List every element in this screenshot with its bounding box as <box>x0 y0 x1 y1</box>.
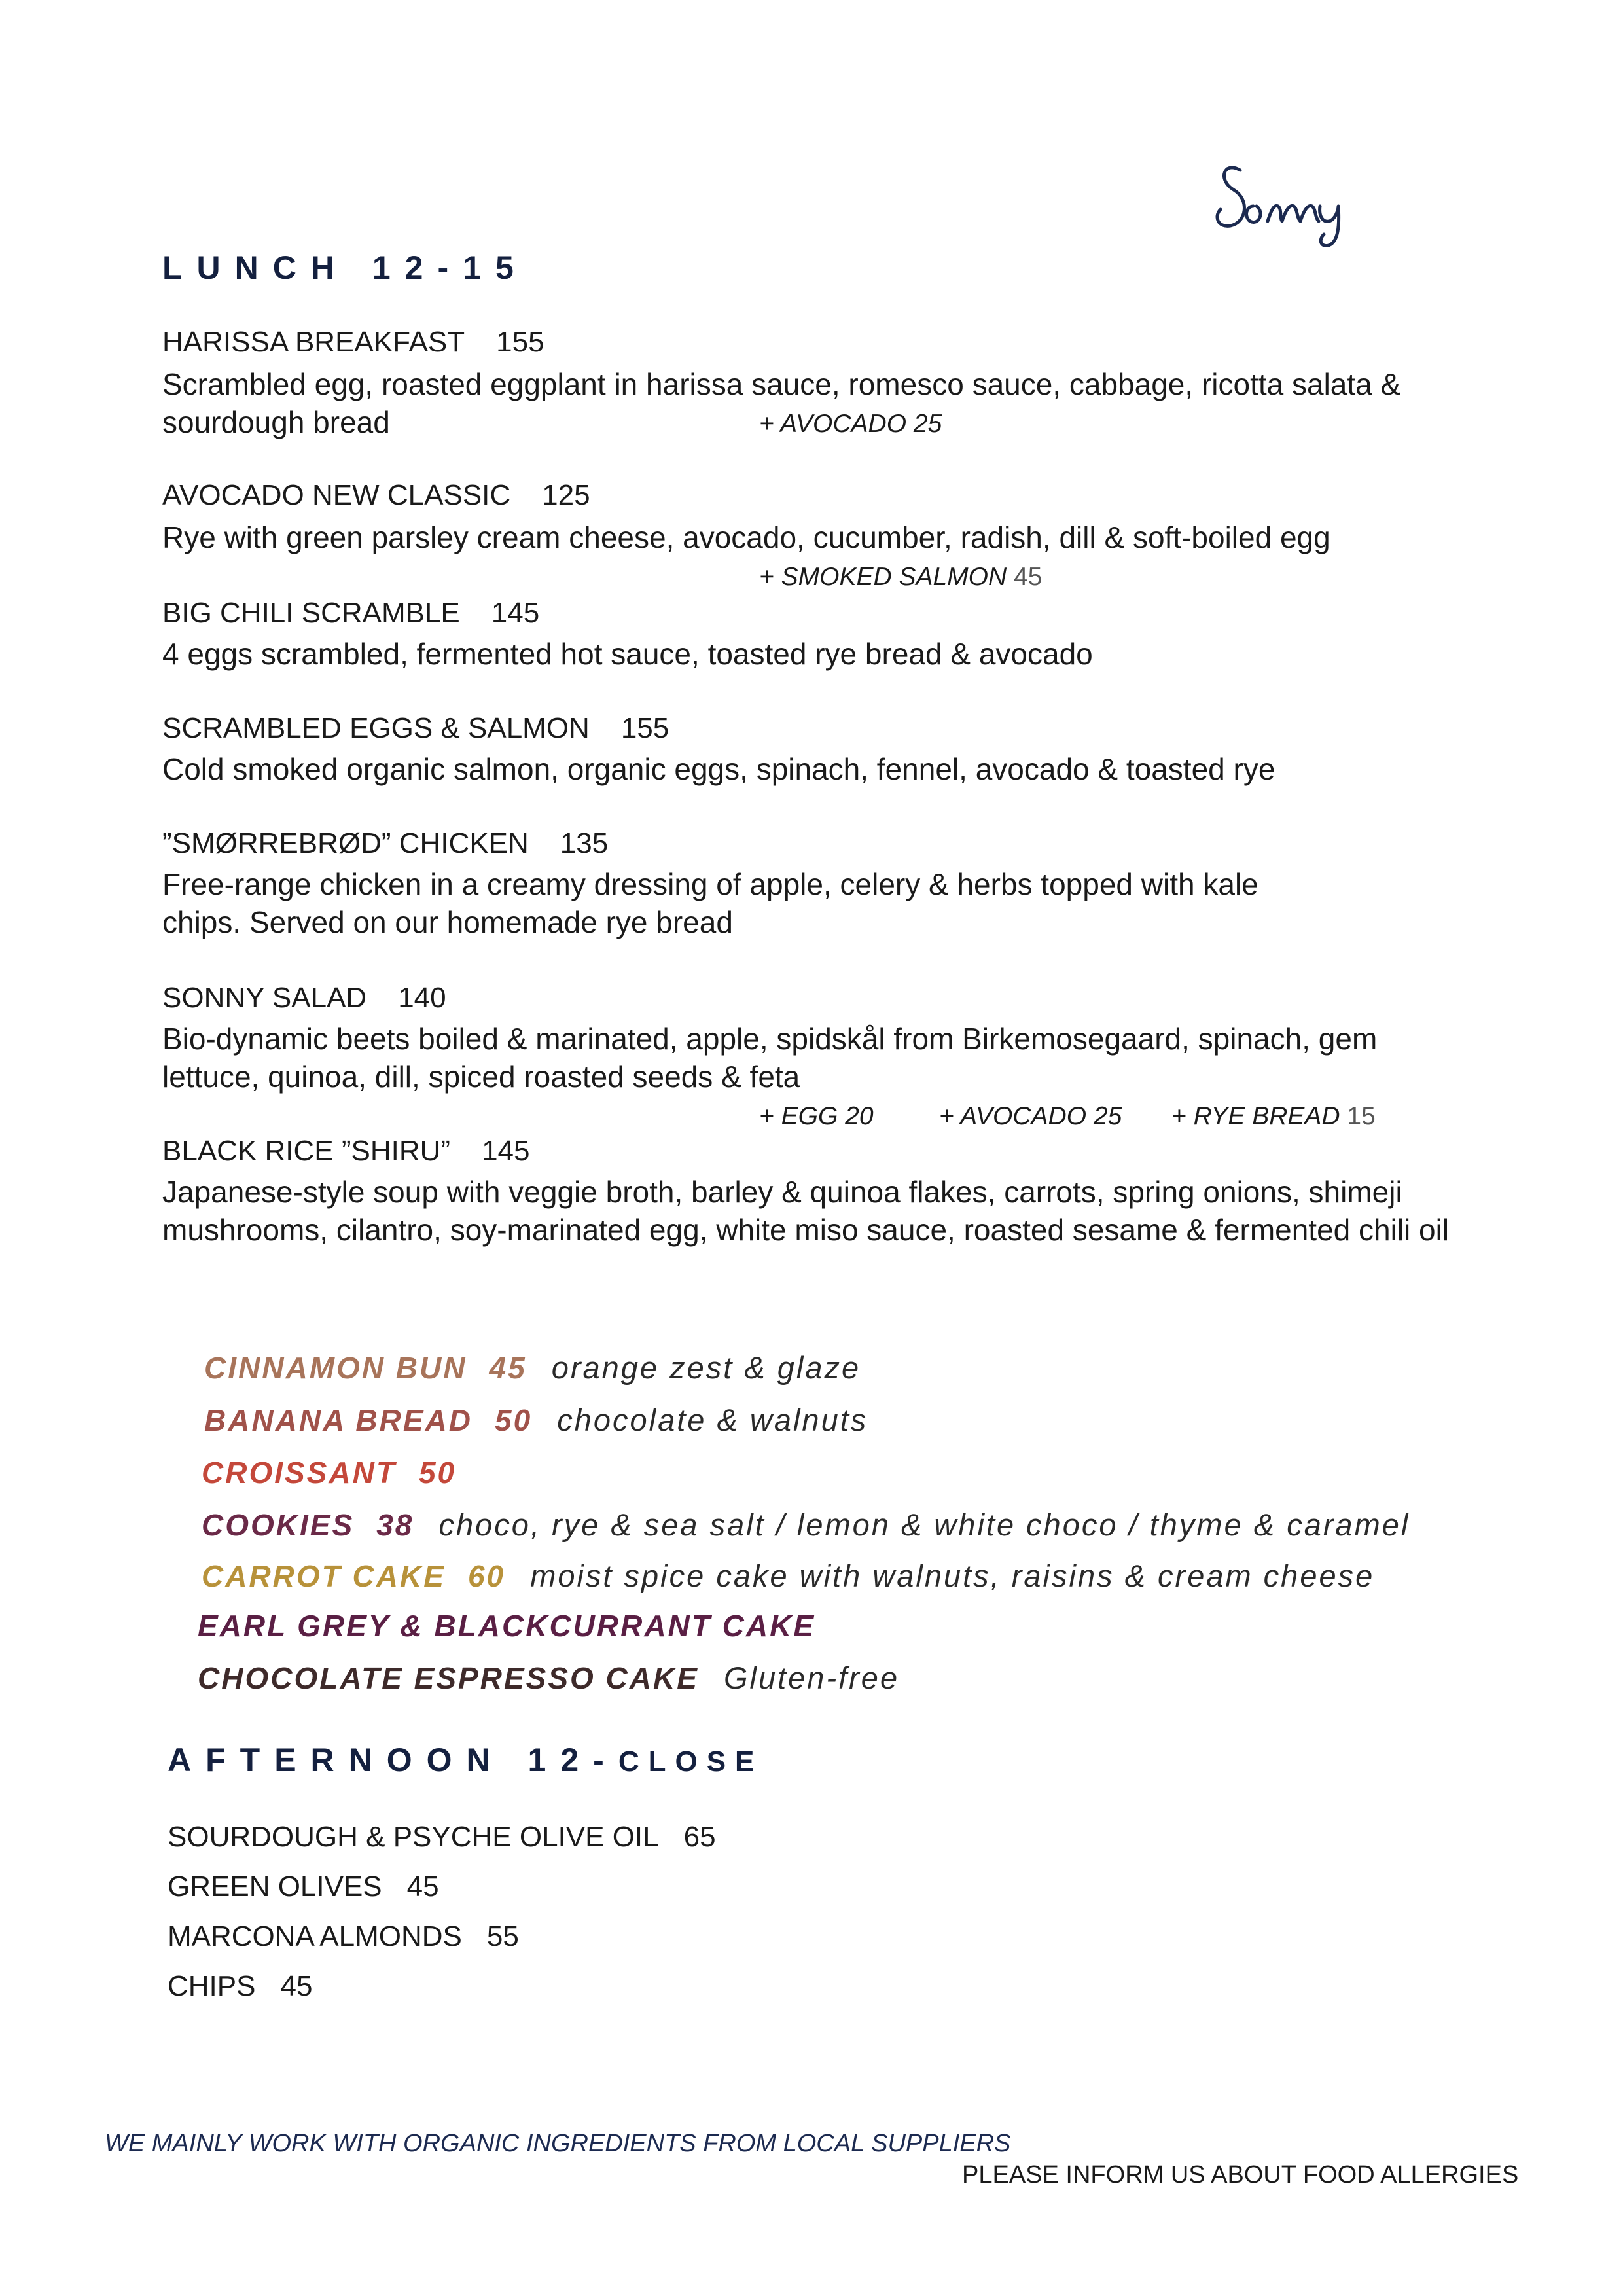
item-name: ”SMØRREBRØD” CHICKEN <box>162 827 529 859</box>
bakery-desc: choco, rye & sea salt / lemon & white choco / thyme & caramel <box>438 1507 1410 1542</box>
menu-item-sonny-salad <box>162 982 446 1014</box>
addon-label: + RYE BREAD <box>1171 1102 1340 1130</box>
bakery-name: CHOCOLATE ESPRESSO CAKE <box>198 1661 699 1695</box>
bakery-name: CINNAMON BUN <box>204 1351 467 1385</box>
item-price: 135 <box>560 827 609 859</box>
snack-item <box>168 1970 312 2003</box>
bakery-item-cookies <box>202 1507 1410 1543</box>
snack-price: 45 <box>280 1970 313 2002</box>
item-name: HARISSA BREAKFAST <box>162 326 465 358</box>
afternoon-heading-close: CLOSE <box>618 1746 764 1778</box>
bakery-price: 50 <box>418 1456 457 1490</box>
bakery-price: 45 <box>489 1351 527 1385</box>
item-description: Rye with green parsley cream cheese, avocado, cucumber, radish, dill & soft-boiled egg <box>162 520 1330 554</box>
item-description: Bio-dynamic beets boiled & marinated, apple, spidskål from Birkemosegaard, spinach, gem lettuce, quinoa, dill, spiced roasted seeds & feta <box>162 1022 1378 1094</box>
addon-price: 45 <box>1014 563 1043 591</box>
bakery-name: COOKIES <box>202 1508 355 1542</box>
bakery-item-croissant <box>202 1454 456 1490</box>
addon-egg: + EGG 20 <box>759 1102 874 1130</box>
item-price: 145 <box>491 597 540 629</box>
snack-item <box>168 1920 519 1953</box>
bakery-item-banana-bread <box>204 1402 868 1438</box>
bakery-desc: Gluten-free <box>723 1660 900 1695</box>
addon-avocado: + AVOCADO 25 <box>939 1102 1122 1130</box>
bakery-desc: moist spice cake with walnuts, raisins & cream cheese <box>530 1558 1375 1593</box>
bakery-price: 38 <box>376 1508 414 1542</box>
bakery-price: 50 <box>495 1403 533 1437</box>
bakery-item-cinnamon-bun <box>204 1350 861 1386</box>
item-name: SCRAMBLED EGGS & SALMON <box>162 712 590 744</box>
bakery-desc: chocolate & walnuts <box>557 1403 868 1437</box>
lunch-heading: LUNCH 12-15 <box>162 249 528 286</box>
bakery-name: EARL GREY & BLACKCURRANT CAKE <box>198 1609 815 1643</box>
item-description: Free-range chicken in a creamy dressing of apple, celery & herbs topped with kale chips. Served on our homemade rye bread <box>162 867 1258 939</box>
item-price: 145 <box>482 1135 530 1167</box>
bakery-price: 60 <box>467 1559 506 1593</box>
bakery-name: CARROT CAKE <box>202 1559 446 1593</box>
snack-item <box>168 1871 439 1903</box>
footer-allergy-note: PLEASE INFORM US ABOUT FOOD ALLERGIES <box>962 2161 1519 2189</box>
item-name: AVOCADO NEW CLASSIC <box>162 479 511 511</box>
menu-item-smorrebrod-chicken <box>162 827 608 860</box>
snack-price: 55 <box>486 1920 519 1952</box>
item-price: 155 <box>496 326 544 358</box>
bakery-item-chocolate-espresso-cake <box>198 1660 899 1696</box>
footer-organic-note: WE MAINLY WORK WITH ORGANIC INGREDIENTS FROM LOCAL SUPPLIERS <box>105 2130 1011 2157</box>
bakery-item-earl-grey-cake <box>198 1607 815 1643</box>
item-price: 125 <box>542 479 590 511</box>
snack-name: CHIPS <box>168 1970 256 2002</box>
item-description: Scrambled egg, roasted eggplant in harissa sauce, romesco sauce, cabbage, ricotta salata & sourdough bread <box>162 367 1401 439</box>
item-price: 140 <box>398 982 446 1014</box>
bakery-name: CROISSANT <box>202 1456 397 1490</box>
addon-label: + SMOKED SALMON <box>759 563 1007 591</box>
addon-rye-bread <box>1171 1102 1376 1131</box>
snack-name: GREEN OLIVES <box>168 1871 382 1903</box>
item-description: Japanese-style soup with veggie broth, barley & quinoa flakes, carrots, spring onions, shimeji mushrooms, cilantro, soy-marinated egg, white miso sauce, roasted sesame & fermented chili oil <box>162 1175 1450 1247</box>
item-name: SONNY SALAD <box>162 982 367 1014</box>
menu-item-black-rice-shiru <box>162 1135 530 1168</box>
item-price: 155 <box>620 712 669 744</box>
snack-price: 45 <box>406 1871 439 1903</box>
item-description: Cold smoked organic salmon, organic eggs, spinach, fennel, avocado & toasted rye <box>162 752 1275 786</box>
snack-item <box>168 1821 716 1854</box>
item-description: 4 eggs scrambled, fermented hot sauce, toasted rye bread & avocado <box>162 637 1093 671</box>
snack-price: 65 <box>683 1821 716 1853</box>
snack-name: SOURDOUGH & PSYCHE OLIVE OIL <box>168 1821 659 1853</box>
addon-smoked-salmon <box>759 563 1042 592</box>
item-name: BIG CHILI SCRAMBLE <box>162 597 460 629</box>
menu-item-big-chili-scramble <box>162 597 539 630</box>
menu-item-harissa-breakfast <box>162 326 544 359</box>
addon-price: 15 <box>1347 1102 1376 1130</box>
menu-item-scrambled-eggs-salmon <box>162 712 669 745</box>
afternoon-heading <box>168 1741 763 1779</box>
bakery-name: BANANA BREAD <box>204 1403 473 1437</box>
sonny-signature-drawing <box>1214 144 1410 249</box>
bakery-item-carrot-cake <box>202 1558 1374 1594</box>
snack-name: MARCONA ALMONDS <box>168 1920 462 1952</box>
bakery-desc: orange zest & glaze <box>551 1350 861 1385</box>
item-name: BLACK RICE ”SHIRU” <box>162 1135 451 1167</box>
afternoon-heading-main: AFTERNOON 12- <box>168 1742 618 1778</box>
menu-item-avocado-new-classic <box>162 479 590 512</box>
sonny-logo <box>1214 144 1410 249</box>
addon-avocado: + AVOCADO 25 <box>759 410 942 438</box>
